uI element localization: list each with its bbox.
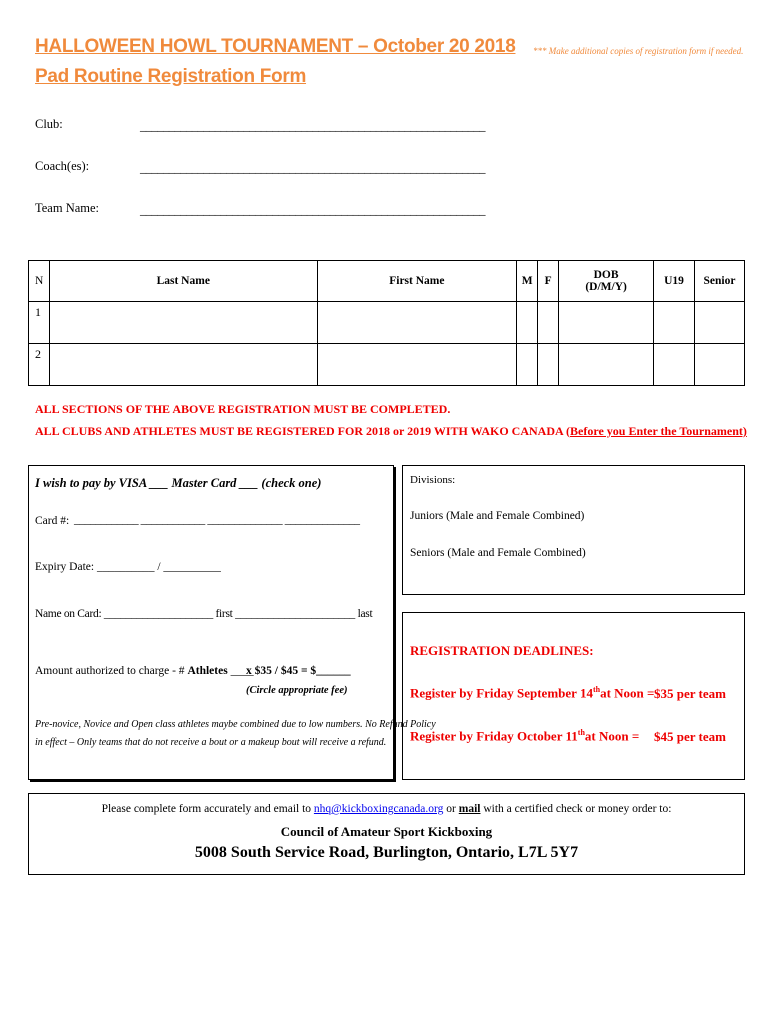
col-dob-format: (D/M/Y) [585,281,627,293]
cell-f[interactable] [538,302,559,344]
table-row [29,344,745,386]
deadlines-heading: REGISTRATION DEADLINES: [410,643,594,658]
cell-last-name[interactable] [49,344,317,386]
amount-athletes-label: Athletes [187,665,228,677]
row-number: 2 [29,344,50,386]
deadline-1-end: at Noon = [600,685,655,701]
cell-first-name[interactable] [317,302,517,344]
col-last-name: Last Name [49,261,317,302]
organization-name: Council of Amateur Sport Kickboxing [280,824,493,839]
footer-or: or [443,803,459,815]
deadline-2-text: Register by Friday October 11 [410,728,578,744]
cell-last-name[interactable] [49,302,317,344]
cell-dob[interactable] [559,302,654,344]
table-header-row [29,261,745,302]
cell-dob[interactable] [559,344,654,386]
cell-u19[interactable] [654,344,695,386]
cell-first-name[interactable] [317,344,517,386]
col-senior: Senior [694,261,744,302]
warning-line2-underlined: Before you Enter the Tournament) [570,424,747,438]
deadline-2-end: at Noon = [584,728,640,744]
club-field[interactable]: ____________________________________________________________ [140,119,485,133]
division-seniors: Seniors (Male and Female Combined) [410,547,586,559]
circle-fee-note: (Circle appropriate fee) [246,685,348,696]
amount-authorized [35,665,254,677]
form-title-line1: HALLOWEEN HOWL TOURNAMENT – October 20 2018 [35,36,516,57]
deadline-1-price: $35 per team [654,686,726,701]
footer-instructions-end: with a certified check or money order to: [480,803,672,815]
cell-m[interactable] [517,302,538,344]
footer-mail: mail [458,803,481,815]
team-name-label: Team Name: [35,201,100,215]
col-n: N [29,261,50,302]
cell-senior[interactable] [694,302,744,344]
col-dob [559,261,654,302]
club-label: Club: [35,117,63,131]
col-f: F [538,261,559,302]
col-dob-label: DOB [593,269,619,281]
deadline-1-sup: th [592,685,601,694]
organization-address: 5008 South Service Road, Burlington, Ontario, L7L 5Y7 [194,844,579,861]
payment-box [28,465,394,780]
deadline-1-text: Register by Friday September 14 [410,685,593,701]
policy-line2: in effect – Only teams that do not receive a bout or a makeup bout will receive a refund. [35,737,387,748]
division-juniors: Juniors (Male and Female Combined) [410,510,585,522]
footer-line1 [28,803,745,815]
cell-senior[interactable] [694,344,744,386]
deadline-2-price: $45 per team [654,729,726,744]
deadline-1 [410,685,654,701]
warning-line1: ALL SECTIONS OF THE ABOVE REGISTRATION MUST BE COMPLETED. [35,402,451,416]
amount-athletes-field[interactable]: ____ [227,665,254,677]
deadline-2-sup: th [577,728,585,737]
registration-table [28,260,745,386]
col-first-name: First Name [317,261,517,302]
col-u19: U19 [654,261,695,302]
expiry-date-field[interactable]: Expiry Date: __________ / __________ [35,561,221,573]
policy-line1: Pre-novice, Novice and Open class athletes maybe combined due to low numbers. No Refund Policy [35,719,436,730]
cell-m[interactable] [517,344,538,386]
copies-note: *** Make additional copies of registration form if needed. [533,46,744,56]
coaches-field[interactable]: ____________________________________________________________ [140,161,485,175]
row-number: 1 [29,302,50,344]
team-name-field[interactable]: ____________________________________________________________ [140,203,485,217]
form-title-line2: Pad Routine Registration Form [35,66,307,87]
amount-label: Amount authorized to charge - # [35,665,188,677]
col-m: M [517,261,538,302]
amount-calc: x $35 / $45 = $______ [246,665,351,677]
divisions-label: Divisions: [410,474,456,486]
card-number-field[interactable]: ____________ ____________ ______________ ______________ [74,514,360,526]
payment-heading: I wish to pay by VISA ___ Master Card ___ (check one) [35,476,322,490]
cell-u19[interactable] [654,302,695,344]
table-row [29,302,745,344]
warning-line2-text: ALL CLUBS AND ATHLETES MUST BE REGISTERED FOR 2018 or 2019 WITH WAKO CANADA ( [35,424,571,438]
email-link[interactable]: nhq@kickboxingcanada.org [313,803,444,815]
coaches-label: Coach(es): [35,159,90,173]
footer-instructions: Please complete form accurately and email to [101,803,314,815]
warning-line2 [35,424,747,439]
deadline-2 [410,728,639,744]
card-number-label: Card #: [35,515,70,527]
cell-f[interactable] [538,344,559,386]
name-on-card-field[interactable]: Name on Card: ____________________ first ______________________ last [35,608,373,620]
